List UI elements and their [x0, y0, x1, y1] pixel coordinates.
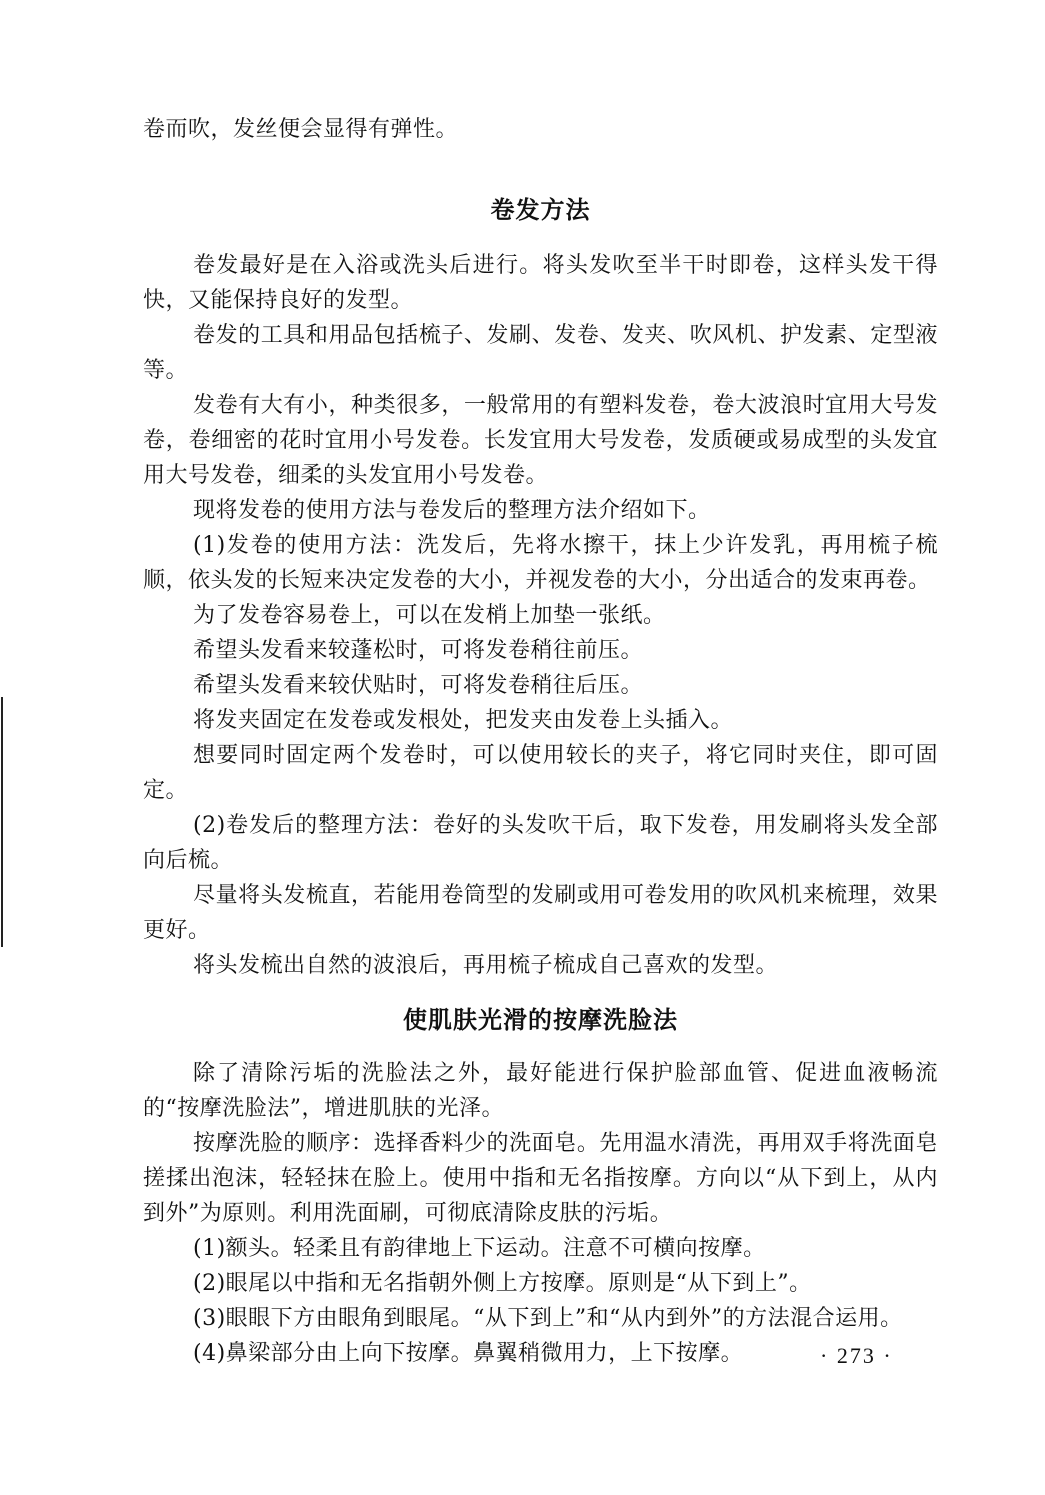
paragraph: 现将发卷的使用方法与卷发后的整理方法介绍如下。 [193, 498, 711, 523]
section1-body [143, 248, 938, 983]
page-number: · 273 · [820, 1343, 893, 1368]
section1-heading-block [143, 190, 938, 225]
paragraph: (1)发卷的使用方法：洗发后，先将水擦干，抹上少许发乳，再用梳子梳顺，依头发的长短来决定发卷的大小，并视发卷的大小，分出适合的发束再卷。 [143, 533, 938, 593]
paragraph: 按摩洗脸的顺序：选择香料少的洗面皂。先用温水清洗，再用双手将洗面皂搓揉出泡沫，轻轻抹在脸上。使用中指和无名指按摩。方向以“从下到上，从内到外”为原则。利用洗面刷，可彻底清除皮肤的污垢。 [143, 1131, 938, 1226]
section2-body [143, 1056, 938, 1371]
paragraph: 将发夹固定在发卷或发根处，把发夹由发卷上头插入。 [193, 708, 734, 733]
paragraph: 将头发梳出自然的波浪后，再用梳子梳成自己喜欢的发型。 [193, 953, 779, 978]
paragraph: (1)额头。轻柔且有韵律地上下运动。注意不可横向按摩。 [193, 1236, 766, 1261]
paragraph: 尽量将头发梳直，若能用卷筒型的发刷或用可卷发用的吹风机来梳理，效果更好。 [143, 883, 938, 943]
section2-heading-block [143, 1000, 938, 1035]
carry-over-text: 卷而吹，发丝便会显得有弹性。 [143, 117, 459, 142]
paragraph: 卷发的工具和用品包括梳子、发刷、发卷、发夹、吹风机、护发素、定型液等。 [143, 323, 938, 383]
paragraph: 想要同时固定两个发卷时，可以使用较长的夹子，将它同时夹住，即可固定。 [143, 743, 938, 803]
paragraph: (2)眼尾以中指和无名指朝外侧上方按摩。原则是“从下到上”。 [193, 1271, 812, 1296]
paragraph: 除了清除污垢的洗脸法之外，最好能进行保护脸部血管、促进血液畅流的“按摩洗脸法”，增进肌肤的光泽。 [143, 1061, 938, 1121]
paragraph: 卷发最好是在入浴或洗头后进行。将头发吹至半干时即卷，这样头发干得快，又能保持良好的发型。 [143, 253, 938, 313]
paragraph: (4)鼻梁部分由上向下按摩。鼻翼稍微用力，上下按摩。 [193, 1341, 744, 1366]
paragraph: 发卷有大有小，种类很多，一般常用的有塑料发卷，卷大波浪时宜用大号发卷，卷细密的花时宜用小号发卷。长发宜用大号发卷，发质硬或易成型的头发宜用大号发卷，细柔的头发宜用小号发卷。 [143, 393, 938, 488]
paragraph: 希望头发看来较蓬松时，可将发卷稍往前压。 [193, 638, 644, 663]
section1-title: 卷发方法 [490, 196, 591, 224]
carry-over-block [143, 112, 938, 147]
paragraph: 为了发卷容易卷上，可以在发梢上加垫一张纸。 [193, 603, 666, 628]
paragraph: (2)卷发后的整理方法：卷好的头发吹干后，取下发卷，用发刷将头发全部向后梳。 [143, 813, 938, 873]
paragraph: 希望头发看来较伏贴时，可将发卷稍往后压。 [193, 673, 644, 698]
scan-edge-line [1, 697, 3, 947]
section2-title: 使肌肤光滑的按摩洗脸法 [403, 1006, 678, 1034]
paragraph: (3)眼眼下方由眼角到眼尾。“从下到上”和“从内到外”的方法混合运用。 [193, 1306, 903, 1331]
